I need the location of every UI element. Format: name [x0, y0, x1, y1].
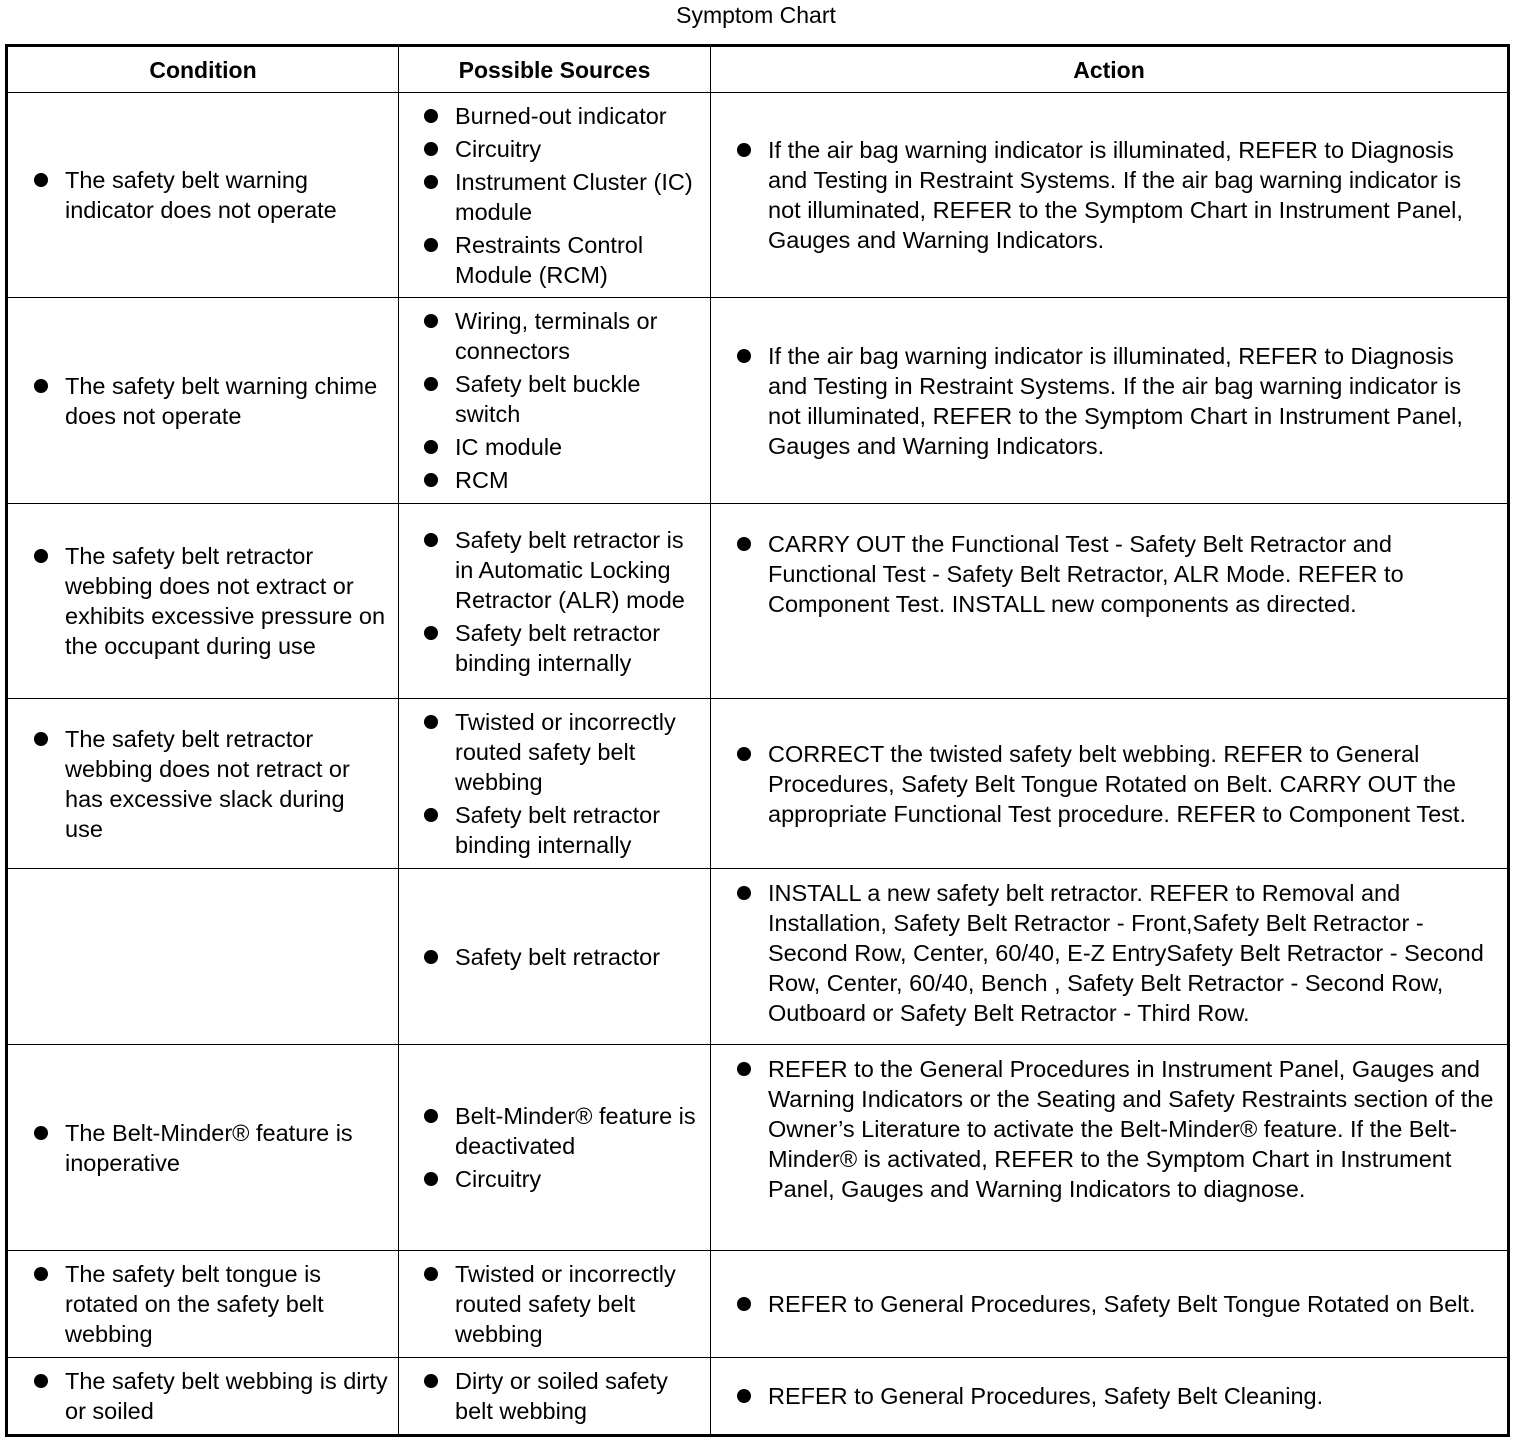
condition-list — [8, 541, 398, 661]
source-cell — [399, 869, 711, 1045]
table-body — [7, 93, 1509, 1436]
action-cell — [711, 298, 1509, 504]
source-cell — [399, 1251, 711, 1358]
condition-cell — [7, 298, 399, 504]
bullet-icon — [737, 537, 751, 551]
source-item — [399, 369, 710, 429]
condition-text: The safety belt retractor webbing does not retract or has excessive slack during use — [65, 725, 350, 842]
bullet-icon — [424, 715, 438, 729]
source-cell — [399, 1045, 711, 1251]
source-text: Wiring, terminals or connectors — [455, 308, 658, 364]
bullet-icon — [424, 377, 438, 391]
source-item — [399, 618, 710, 678]
action-list — [711, 341, 1507, 461]
source-text: Restraints Control Module (RCM) — [455, 231, 644, 288]
action-list — [711, 135, 1507, 255]
table-row — [7, 93, 1509, 298]
bullet-icon — [34, 1126, 48, 1140]
bullet-icon — [424, 440, 438, 454]
action-text: If the air bag warning indicator is illuminated, REFER to Diagnosis and Testing in Restraint Systems. If the air bag warning indicator is not illuminated, REFER to the Symptom Chart in Instrument Panel, Gauges and Warning Indicators. — [768, 342, 1463, 459]
table-row — [7, 298, 1509, 504]
source-item — [399, 306, 710, 366]
condition-list — [8, 165, 398, 225]
bullet-icon — [737, 1389, 751, 1403]
table-row — [7, 699, 1509, 869]
action-item — [711, 529, 1507, 619]
action-cell — [711, 869, 1509, 1045]
action-cell — [711, 93, 1509, 298]
source-item — [399, 465, 710, 495]
table-row — [7, 1358, 1509, 1436]
table-row — [7, 504, 1509, 699]
source-item — [399, 134, 710, 164]
bullet-icon — [424, 626, 438, 640]
source-text: Safety belt retractor binding internally — [455, 802, 661, 858]
condition-item — [8, 1118, 398, 1178]
source-text: Safety belt retractor binding internally — [455, 619, 661, 676]
symptom-table — [5, 44, 1510, 1437]
source-list — [399, 306, 710, 495]
bullet-icon — [34, 732, 48, 746]
source-text: Safety belt retractor is in Automatic Locking Retractor (ALR) mode — [455, 526, 685, 613]
action-text: CORRECT the twisted safety belt webbing. REFER to General Procedures, Safety Belt Tongue Rotated on Belt. CARRY OUT the appropriate Functional Test procedure. REFER to Component Test. — [768, 740, 1466, 827]
condition-list — [8, 1366, 398, 1426]
bullet-icon — [34, 549, 48, 563]
bullet-icon — [424, 175, 438, 189]
source-list — [399, 1259, 710, 1349]
condition-item — [8, 724, 398, 844]
bullet-icon — [34, 379, 48, 393]
condition-cell — [7, 699, 399, 869]
condition-item — [8, 165, 398, 225]
table-row — [7, 1251, 1509, 1358]
condition-item — [8, 541, 398, 661]
action-cell — [711, 504, 1509, 699]
source-item — [399, 942, 710, 972]
condition-text: The safety belt webbing is dirty or soiled — [65, 1368, 388, 1424]
source-item — [399, 525, 710, 615]
source-list — [399, 525, 710, 678]
source-list — [399, 942, 710, 972]
bullet-icon — [737, 886, 751, 900]
action-list — [711, 1381, 1507, 1411]
bullet-icon — [424, 109, 438, 123]
source-text: Safety belt buckle switch — [455, 371, 641, 427]
bullet-icon — [737, 1297, 751, 1311]
source-item — [399, 1101, 710, 1161]
source-item — [399, 167, 710, 227]
bullet-icon — [737, 349, 751, 363]
bullet-icon — [424, 1267, 438, 1281]
table-row — [7, 1045, 1509, 1251]
condition-text: The safety belt warning chime does not operate — [65, 372, 378, 429]
source-item — [399, 707, 710, 797]
action-item — [711, 1054, 1507, 1204]
action-text: If the air bag warning indicator is illuminated, REFER to Diagnosis and Testing in Restraint Systems. If the air bag warning indicator is not illuminated, REFER to the Symptom Chart in Instrument Panel, Gauges and Warning Indicators. — [768, 137, 1463, 253]
bullet-icon — [424, 533, 438, 547]
source-list — [399, 101, 710, 290]
source-item — [399, 230, 710, 290]
bullet-icon — [424, 142, 438, 156]
source-text: Burned-out indicator — [455, 102, 667, 129]
action-text: CARRY OUT the Functional Test - Safety Belt Retractor and Functional Test - Safety Belt Retractor, ALR Mode. REFER to Component Test. INSTALL new components as directed. — [768, 531, 1404, 617]
source-list — [399, 707, 710, 860]
action-list — [711, 1054, 1507, 1204]
bullet-icon — [34, 1374, 48, 1388]
action-item — [711, 135, 1507, 255]
source-list — [399, 1101, 710, 1194]
source-text: Circuitry — [455, 1166, 542, 1192]
source-text: Instrument Cluster (IC) module — [455, 168, 693, 225]
condition-text: The safety belt retractor webbing does not extract or exhibits excessive pressure on the occupant during use — [65, 543, 386, 659]
source-text: RCM — [455, 467, 509, 493]
header-row — [7, 46, 1509, 93]
source-item — [399, 800, 710, 860]
action-item — [711, 1381, 1507, 1411]
condition-text: The Belt-Minder® feature is inoperative — [65, 1119, 353, 1176]
bullet-icon — [424, 808, 438, 822]
bullet-icon — [34, 173, 48, 187]
action-item — [711, 1289, 1507, 1319]
condition-cell — [7, 1045, 399, 1251]
bullet-icon — [424, 314, 438, 328]
header-condition: Condition — [7, 46, 399, 93]
action-cell — [711, 1045, 1509, 1251]
action-text: INSTALL a new safety belt retractor. REFER to Removal and Installation, Safety Belt Retractor - Front,Safety Belt Retractor - Second Row, Center, 60/40, E-Z EntrySafety Belt Retractor - Second Row, Center, 60/40, Bench , Safety Belt Retractor - Second Row, Outboard or Safety Belt Retractor - Third Row. — [768, 880, 1484, 1026]
action-cell — [711, 1358, 1509, 1436]
source-text: Belt-Minder® feature is deactivated — [455, 1103, 696, 1159]
condition-list — [8, 371, 398, 431]
source-cell — [399, 93, 711, 298]
source-text: Dirty or soiled safety belt webbing — [455, 1368, 668, 1424]
action-text: REFER to General Procedures, Safety Belt Cleaning. — [768, 1383, 1324, 1409]
header-possible-sources: Possible Sources — [399, 46, 711, 93]
source-text: IC module — [455, 434, 563, 460]
source-item — [399, 1164, 710, 1194]
bullet-icon — [737, 1062, 751, 1076]
bullet-icon — [424, 1109, 438, 1123]
bullet-icon — [737, 143, 751, 157]
condition-text: The safety belt warning indicator does not operate — [65, 167, 337, 223]
bullet-icon — [424, 950, 438, 964]
action-text: REFER to General Procedures, Safety Belt Tongue Rotated on Belt. — [768, 1291, 1476, 1317]
source-cell — [399, 298, 711, 504]
action-item — [711, 341, 1507, 461]
condition-cell — [7, 1251, 399, 1358]
bullet-icon — [424, 1172, 438, 1186]
condition-cell — [7, 504, 399, 699]
bullet-icon — [34, 1267, 48, 1281]
bullet-icon — [424, 1374, 438, 1388]
action-list — [711, 878, 1507, 1028]
action-list — [711, 529, 1507, 619]
source-text: Circuitry — [455, 135, 542, 162]
action-cell — [711, 699, 1509, 869]
action-cell — [711, 1251, 1509, 1358]
condition-list — [8, 1118, 398, 1178]
source-cell — [399, 1358, 711, 1436]
condition-item — [8, 1259, 398, 1349]
source-text: Twisted or incorrectly routed safety belt webbing — [455, 709, 676, 795]
source-text: Twisted or incorrectly routed safety belt webbing — [455, 1261, 676, 1347]
source-cell — [399, 699, 711, 869]
bullet-icon — [424, 473, 438, 487]
source-item — [399, 1259, 710, 1349]
source-item — [399, 1366, 710, 1426]
action-list — [711, 1289, 1507, 1319]
action-item — [711, 739, 1507, 829]
condition-cell — [7, 1358, 399, 1436]
source-cell — [399, 504, 711, 699]
condition-cell — [7, 93, 399, 298]
chart-title: Symptom Chart — [676, 2, 836, 28]
condition-list — [8, 724, 398, 844]
condition-list — [8, 1259, 398, 1349]
condition-cell — [7, 869, 399, 1045]
table-row — [7, 869, 1509, 1045]
condition-item — [8, 1366, 398, 1426]
bullet-icon — [737, 747, 751, 761]
action-list — [711, 739, 1507, 829]
header-action: Action — [711, 46, 1509, 93]
condition-item — [8, 371, 398, 431]
source-item — [399, 101, 710, 131]
action-item — [711, 878, 1507, 1028]
condition-text: The safety belt tongue is rotated on the safety belt webbing — [65, 1261, 324, 1347]
action-text: REFER to the General Procedures in Instrument Panel, Gauges and Warning Indicators or the Seating and Safety Restraints section of the Owner’s Literature to activate the Belt-Minder® feature. If the Belt-Minder® is activated, REFER to the Symptom Chart in Instrument Panel, Gauges and Warning Indicators to diagnose. — [768, 1056, 1494, 1202]
source-item — [399, 432, 710, 462]
bullet-icon — [424, 238, 438, 252]
source-text: Safety belt retractor — [455, 943, 661, 970]
source-list — [399, 1366, 710, 1426]
